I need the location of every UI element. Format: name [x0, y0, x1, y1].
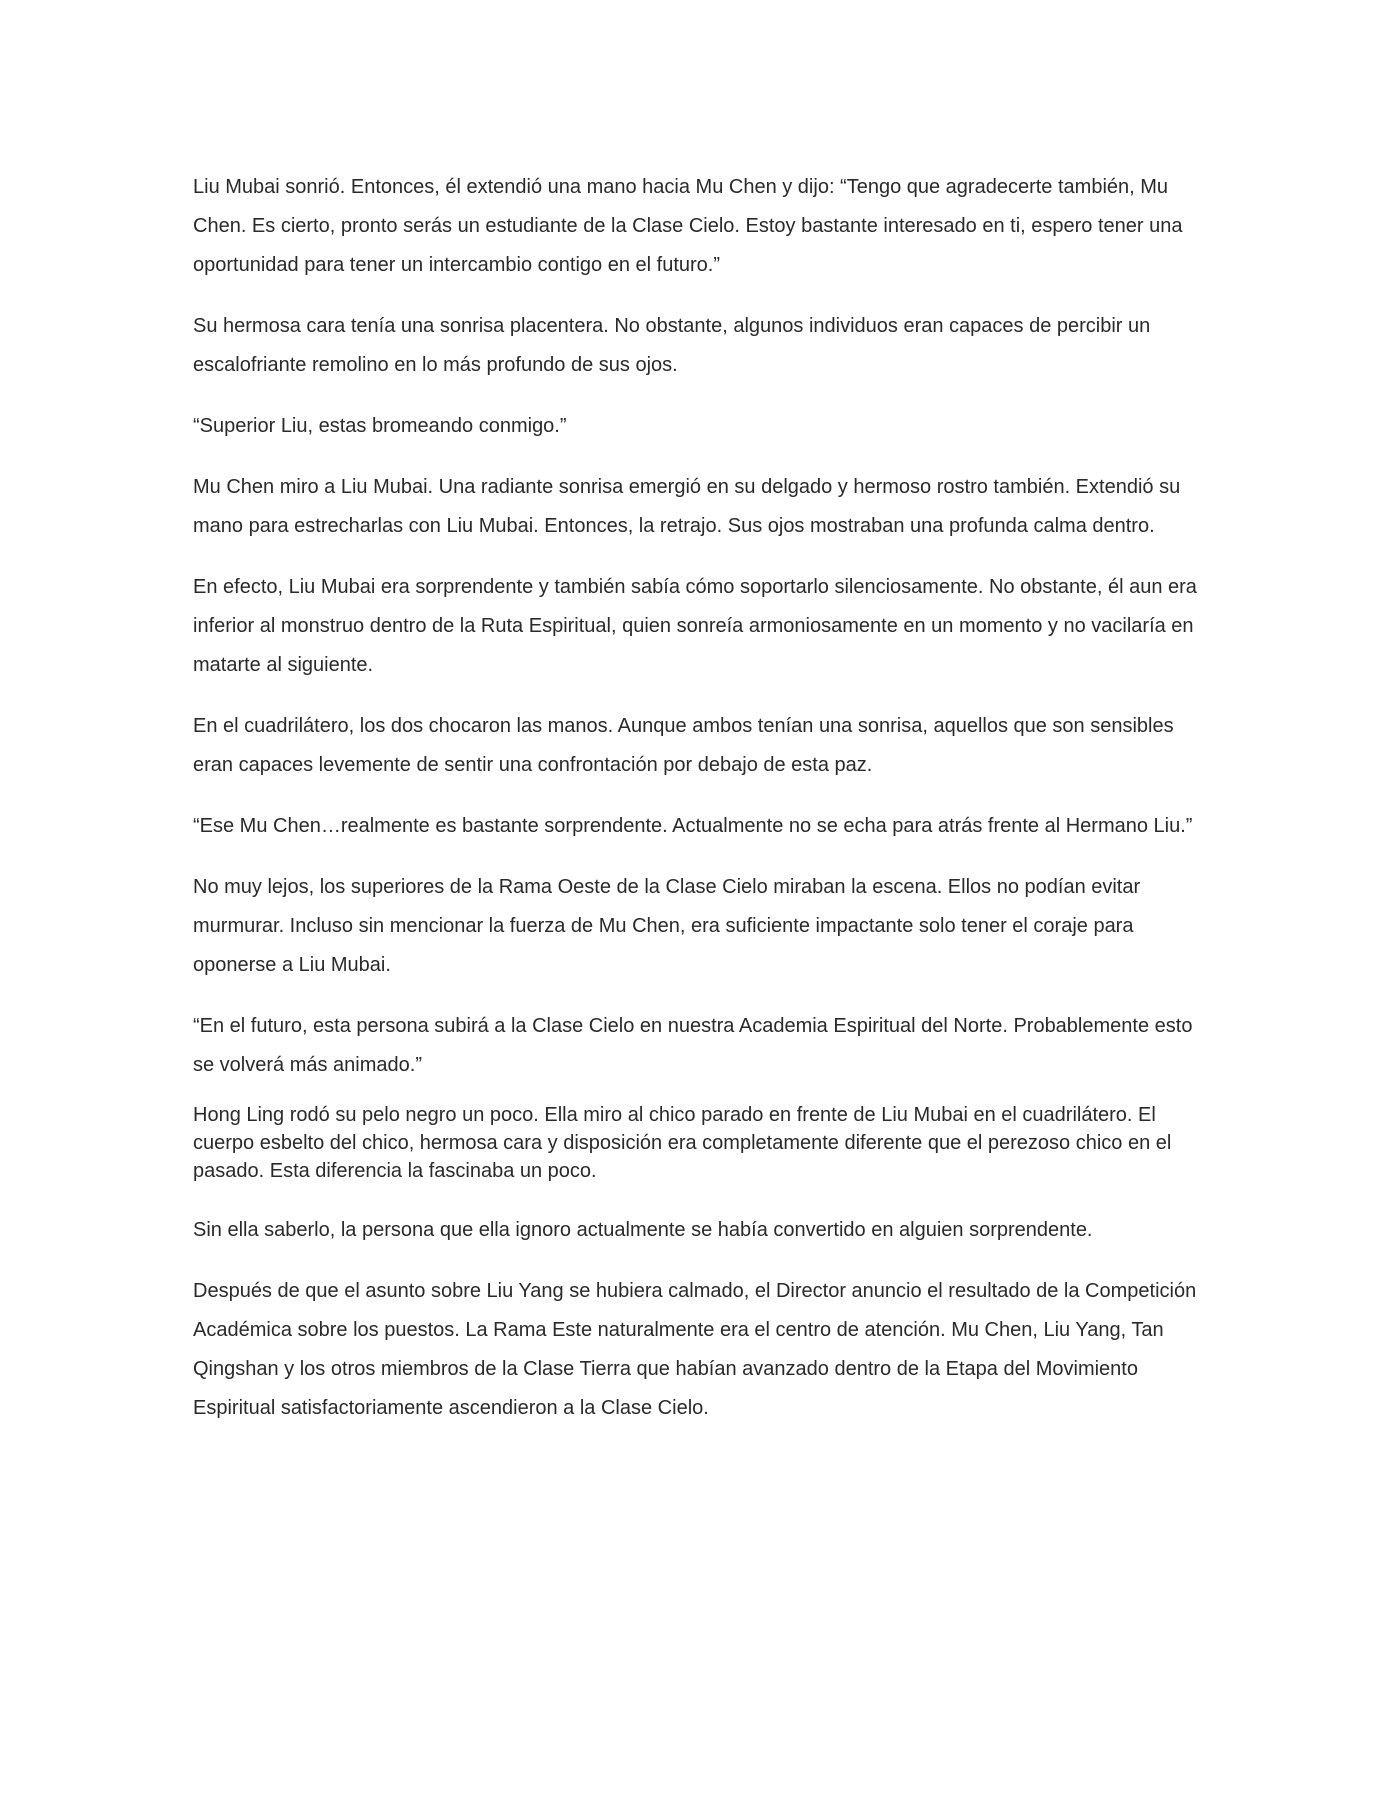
- paragraph: En efecto, Liu Mubai era sorprendente y también sabía cómo soportarlo silenciosamente. No obstante, él aun era inferior al monstruo dentro de la Ruta Espiritual, quien sonreía armoniosamente en un momento y no vacilaría en matarte al siguiente.: [193, 576, 1197, 676]
- paragraph: “Ese Mu Chen…realmente es bastante sorprendente. Actualmente no se echa para atrás frente al Hermano Liu.”: [193, 815, 1193, 837]
- paragraph: “Superior Liu, estas bromeando conmigo.”: [193, 415, 567, 437]
- paragraph: Sin ella saberlo, la persona que ella ignoro actualmente se había convertido en alguien sorprendente.: [193, 1219, 1093, 1241]
- paragraph: En el cuadrilátero, los dos chocaron las manos. Aunque ambos tenían una sonrisa, aquellos que son sensibles eran capaces levemente de sentir una confrontación por debajo de esta paz.: [193, 715, 1174, 776]
- paragraph: Mu Chen miro a Liu Mubai. Una radiante sonrisa emergió en su delgado y hermoso rostro también. Extendió su mano para estrecharlas con Liu Mubai. Entonces, la retrajo. Sus ojos mostraban una profunda calma dentro.: [193, 476, 1181, 537]
- document-body: [193, 168, 1203, 1450]
- paragraph: No muy lejos, los superiores de la Rama Oeste de la Clase Cielo miraban la escena. Ellos no podían evitar murmurar. Incluso sin mencionar la fuerza de Mu Chen, era suficiente impactante solo tener el coraje para oponerse a Liu Mubai.: [193, 876, 1141, 976]
- paragraph: Hong Ling rodó su pelo negro un poco. Ella miro al chico parado en frente de Liu Mubai en el cuadrilátero. El cuerpo esbelto del chico, hermosa cara y disposición era completamente diferente que el perezoso chico en el pasado. Esta diferencia la fascinaba un poco.: [193, 1104, 1172, 1182]
- paragraph: Liu Mubai sonrió. Entonces, él extendió una mano hacia Mu Chen y dijo: “Tengo que agradecerte también, Mu Chen. Es cierto, pronto serás un estudiante de la Clase Cielo. Estoy bastante interesado en ti, espero tener una oportunidad para tener un intercambio contigo en el futuro.”: [193, 176, 1183, 276]
- paragraph: “En el futuro, esta persona subirá a la Clase Cielo en nuestra Academia Espiritual del Norte. Probablemente esto se volverá más animado.”: [193, 1015, 1193, 1076]
- paragraph: Su hermosa cara tenía una sonrisa placentera. No obstante, algunos individuos eran capaces de percibir un escalofriante remolino en lo más profundo de sus ojos.: [193, 315, 1151, 376]
- paragraph: Después de que el asunto sobre Liu Yang se hubiera calmado, el Director anuncio el resultado de la Competición Académica sobre los puestos. La Rama Este naturalmente era el centro de atención. Mu Chen, Liu Yang, Tan Qingshan y los otros miembros de la Clase Tierra que habían avanzado dentro de la Etapa del Movimiento Espiritual satisfactoriamente ascendieron a la Clase Cielo.: [193, 1280, 1197, 1419]
